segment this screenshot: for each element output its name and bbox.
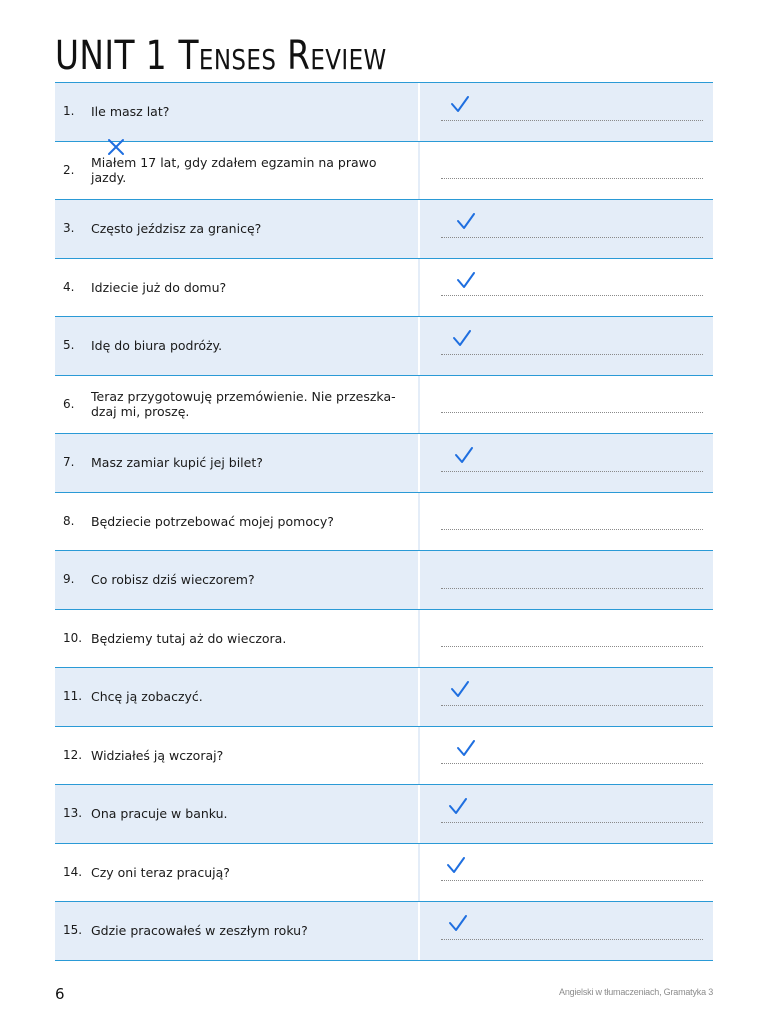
unit-subtitle: Tenses Review <box>178 33 387 79</box>
answer-line[interactable] <box>441 178 703 179</box>
answer-line[interactable] <box>441 471 703 472</box>
unit-label: UNIT 1 <box>55 33 168 79</box>
item-number: 10. <box>63 630 83 645</box>
answer-line[interactable] <box>441 763 703 764</box>
page-title <box>55 33 387 81</box>
table-row <box>55 668 713 727</box>
polish-sentence: Idę do biura podróży. <box>91 338 223 354</box>
item-number: 11. <box>63 689 83 704</box>
answer-cell[interactable] <box>420 785 713 843</box>
sentence-cell <box>55 902 420 960</box>
answer-line[interactable] <box>441 354 703 355</box>
item-number: 12. <box>63 747 83 762</box>
sentence-cell <box>55 610 420 668</box>
polish-sentence: Często jeździsz za granicę? <box>91 221 262 237</box>
polish-sentence: Idziecie już do domu? <box>91 279 227 295</box>
item-number: 9. <box>63 572 75 587</box>
polish-sentence: Ona pracuje w banku. <box>91 806 228 822</box>
sentence-cell <box>55 727 420 785</box>
sentence-cell <box>55 200 420 258</box>
answer-cell[interactable] <box>420 844 713 902</box>
table-row <box>55 785 713 844</box>
polish-sentence: Widziałeś ją wczoraj? <box>91 747 224 763</box>
sentence-cell <box>55 434 420 492</box>
checkmark-icon <box>452 329 472 347</box>
table-row <box>55 727 713 786</box>
checkmark-icon <box>454 446 474 464</box>
item-number: 2. <box>63 162 75 177</box>
checkmark-icon <box>456 212 476 230</box>
checkmark-icon <box>456 271 476 289</box>
polish-sentence: Teraz przygotowuję przemówienie. Nie przeszka-dzaj mi, proszę. <box>91 389 396 420</box>
checkmark-icon <box>450 95 470 113</box>
item-number: 15. <box>63 923 83 938</box>
checkmark-icon <box>456 739 476 757</box>
answer-cell[interactable] <box>420 259 713 317</box>
exercise-table <box>55 82 713 961</box>
answer-cell[interactable] <box>420 727 713 785</box>
table-row <box>55 610 713 669</box>
table-row <box>55 317 713 376</box>
sentence-cell <box>55 259 420 317</box>
checkmark-icon <box>448 797 468 815</box>
item-number: 1. <box>63 104 75 119</box>
answer-cell[interactable] <box>420 434 713 492</box>
answer-line[interactable] <box>441 120 703 121</box>
checkmark-icon <box>448 914 468 932</box>
polish-sentence: Co robisz dziś wieczorem? <box>91 572 255 588</box>
table-row <box>55 259 713 318</box>
answer-cell[interactable] <box>420 317 713 375</box>
polish-sentence: Masz zamiar kupić jej bilet? <box>91 455 263 471</box>
page-number: 6 <box>55 985 65 1003</box>
table-row <box>55 434 713 493</box>
answer-cell[interactable] <box>420 376 713 434</box>
polish-sentence: Czy oni teraz pracują? <box>91 864 230 880</box>
item-number: 13. <box>63 806 83 821</box>
answer-line[interactable] <box>441 939 703 940</box>
table-row <box>55 200 713 259</box>
answer-cell[interactable] <box>420 610 713 668</box>
item-number: 4. <box>63 279 75 294</box>
checkmark-icon <box>450 680 470 698</box>
polish-sentence: Będziemy tutaj aż do wieczora. <box>91 630 287 646</box>
item-number: 8. <box>63 513 75 528</box>
sentence-cell <box>55 376 420 434</box>
answer-cell[interactable] <box>420 551 713 609</box>
answer-line[interactable] <box>441 705 703 706</box>
sentence-cell <box>55 844 420 902</box>
answer-cell[interactable] <box>420 668 713 726</box>
sentence-cell <box>55 317 420 375</box>
item-number: 7. <box>63 455 75 470</box>
answer-line[interactable] <box>441 237 703 238</box>
answer-line[interactable] <box>441 880 703 881</box>
answer-cell[interactable] <box>420 902 713 960</box>
polish-sentence: Miałem 17 lat, gdy zdałem egzamin na prawo jazdy. <box>91 155 377 186</box>
sentence-cell <box>55 785 420 843</box>
answer-cell[interactable] <box>420 83 713 141</box>
answer-line[interactable] <box>441 646 703 647</box>
polish-sentence: Gdzie pracowałeś w zeszłym roku? <box>91 923 308 939</box>
sentence-cell <box>55 142 420 200</box>
sentence-cell <box>55 493 420 551</box>
table-row <box>55 493 713 552</box>
polish-sentence: Ile masz lat? <box>91 104 170 120</box>
answer-line[interactable] <box>441 529 703 530</box>
item-number: 3. <box>63 221 75 236</box>
table-row <box>55 902 713 961</box>
item-number: 14. <box>63 864 83 879</box>
table-row <box>55 83 713 142</box>
checkmark-icon <box>446 856 466 874</box>
sentence-cell <box>55 551 420 609</box>
answer-cell[interactable] <box>420 493 713 551</box>
item-number: 6. <box>63 396 75 411</box>
answer-cell[interactable] <box>420 200 713 258</box>
book-footer: Angielski w tłumaczeniach, Gramatyka 3 <box>559 987 713 997</box>
answer-line[interactable] <box>441 295 703 296</box>
sentence-cell <box>55 668 420 726</box>
sentence-cell <box>55 83 420 141</box>
table-row <box>55 376 713 435</box>
table-row <box>55 551 713 610</box>
item-number: 5. <box>63 338 75 353</box>
answer-cell[interactable] <box>420 142 713 200</box>
table-row <box>55 844 713 903</box>
answer-line[interactable] <box>441 822 703 823</box>
table-row <box>55 142 713 201</box>
cross-mark-icon <box>106 138 126 156</box>
answer-line[interactable] <box>441 588 703 589</box>
polish-sentence: Będziecie potrzebować mojej pomocy? <box>91 513 334 529</box>
polish-sentence: Chcę ją zobaczyć. <box>91 689 203 705</box>
answer-line[interactable] <box>441 412 703 413</box>
